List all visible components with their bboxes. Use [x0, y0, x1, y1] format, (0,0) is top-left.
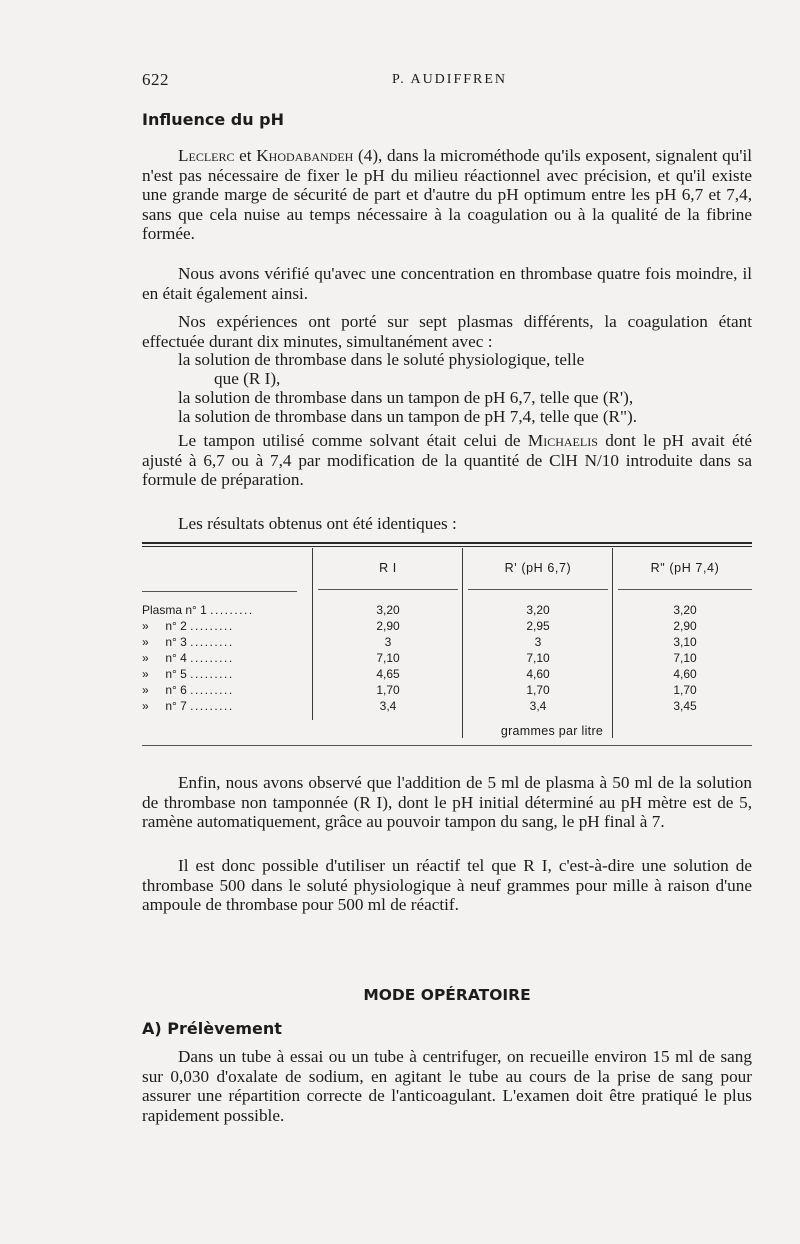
paragraph-experiences: Nos expériences ont porté sur sept plasmas différents, la coagulation étant effectuée durant dix minutes, simultanément avec : [142, 312, 752, 351]
section-title-mode-operatoire: MODE OPÉRATOIRE [363, 986, 531, 1004]
paragraph-tampon [142, 431, 752, 490]
text-and: et [234, 146, 257, 165]
table-row-label: » n° 5 ......... [142, 667, 234, 681]
running-header-author: P. AUDIFFREN [392, 72, 508, 87]
paragraph-tampon-b: dont le pH avait été ajusté à 6,7 ou à 7,4 par modification de la quantité de ClH N/10 introduite dans sa formule de préparation. [142, 431, 753, 489]
table-cell-ri: 3,4 [379, 699, 397, 713]
table-header-r1: R' (pH 6,7) [504, 561, 572, 575]
table-cell-r1: 3 [534, 635, 542, 649]
section-title-ph: Influence du pH [142, 110, 284, 129]
table-row-label: » n° 3 ......... [142, 635, 234, 649]
table-unit-note: grammes par litre [500, 724, 604, 738]
table-cell-r2: 7,10 [673, 651, 697, 665]
table-cell-r1: 3,20 [526, 603, 550, 617]
paragraph-verification: Nous avons vérifié qu'avec une concentration en thrombase quatre fois moindre, il en était également ainsi. [142, 264, 752, 303]
list-item-r1: la solution de thrombase dans un tampon de pH 6,7, telle que (R'), [178, 388, 634, 407]
page-number: 622 [142, 70, 169, 89]
table-bottom-rule [142, 745, 752, 746]
table-cell-r2: 4,60 [673, 667, 697, 681]
table-cell-r2: 3,10 [673, 635, 697, 649]
table-col-divider-1 [312, 548, 313, 720]
table-row-label: Plasma n° 1 ......... [142, 603, 254, 617]
table-row-label: » n° 7 ......... [142, 699, 234, 713]
paragraph-possible: Il est donc possible d'utiliser un réactif tel que R I, c'est-à-dire une solution de thrombase 500 dans le soluté physiologique à neuf grammes pour mille à raison d'une ampoule de thrombase pour 500 ml de réactif. [142, 856, 752, 914]
table-cell-ri: 3 [384, 635, 392, 649]
table-cell-r1: 2,95 [526, 619, 550, 633]
subsection-title-prelevement: A) Prélèvement [142, 1019, 282, 1038]
table-cell-ri: 4,65 [376, 667, 400, 681]
table-header-rule-r1 [468, 589, 608, 590]
author-leclerc: Leclerc [178, 146, 235, 165]
table-row-label: » n° 6 ......... [142, 683, 234, 697]
table-header-r2: R" (pH 7,4) [650, 561, 720, 575]
paragraph-tampon-a: Le tampon utilisé comme solvant était celui de [178, 431, 528, 450]
list-item-r2: la solution de thrombase dans un tampon de pH 7,4, telle que (R"). [178, 407, 638, 426]
table-cell-r2: 1,70 [673, 683, 697, 697]
author-khodabandeh: Khodabandeh [256, 146, 354, 165]
table-top-rule-2 [142, 546, 752, 547]
table-cell-r2: 3,20 [673, 603, 697, 617]
table-col-divider-2 [462, 548, 463, 738]
table-cell-r1: 7,10 [526, 651, 550, 665]
paragraph-leclerc [142, 146, 752, 244]
table-row-label: » n° 2 ......... [142, 619, 234, 633]
table-cell-r2: 3,45 [673, 699, 697, 713]
paragraph-prelevement: Dans un tube à essai ou un tube à centrifuger, on recueille environ 15 ml de sang sur 0,030 d'oxalate de sodium, en agitant le tube au cours de la prise de sang pour assurer une répartition correcte de l'anticoagulant. L'examen doit être pratiqué le plus rapidement possible. [142, 1047, 752, 1125]
table-header-rule-ri [318, 589, 458, 590]
table-row-label: » n° 4 ......... [142, 651, 234, 665]
table-top-rule [142, 542, 752, 544]
table-cell-r1: 3,4 [529, 699, 547, 713]
table-header-rule-r2 [618, 589, 752, 590]
table-cell-ri: 2,90 [376, 619, 400, 633]
table-cell-ri: 7,10 [376, 651, 400, 665]
author-michaelis: Michaelis [527, 431, 598, 450]
table-cell-ri: 1,70 [376, 683, 400, 697]
table-header-rule-label [142, 591, 297, 592]
table-cell-r2: 2,90 [673, 619, 697, 633]
table-header-ri: R I [379, 561, 397, 575]
paragraph-enfin: Enfin, nous avons observé que l'addition de 5 ml de plasma à 50 ml de la solution de thrombase non tamponnée (R I), dont le pH initial déterminé au pH mètre est de 5, ramène automatiquement, grâce au pouvoir tampon du sang, le pH final à 7. [142, 773, 752, 831]
list-item-ri-cont: que (R I), [214, 369, 281, 388]
paragraph-results-intro: Les résultats obtenus ont été identiques : [178, 514, 457, 533]
table-cell-ri: 3,20 [376, 603, 400, 617]
table-cell-r1: 1,70 [526, 683, 550, 697]
table-cell-r1: 4,60 [526, 667, 550, 681]
paragraph-leclerc-text: (4), dans la microméthode qu'ils exposent, signalent qu'il n'est pas nécessaire de fixer le pH du milieu réactionnel avec précision, et qu'il existe une grande marge de sécurité de part et d'autre du pH optimum entre les pH 6,7 et 7,4, sans que cela nuise au temps nécessaire à la coagulation ou à la qualité de la fibrine formée. [142, 146, 753, 243]
table-col-divider-3 [612, 548, 613, 738]
list-item-ri: la solution de thrombase dans le soluté physiologique, telle [178, 350, 585, 369]
